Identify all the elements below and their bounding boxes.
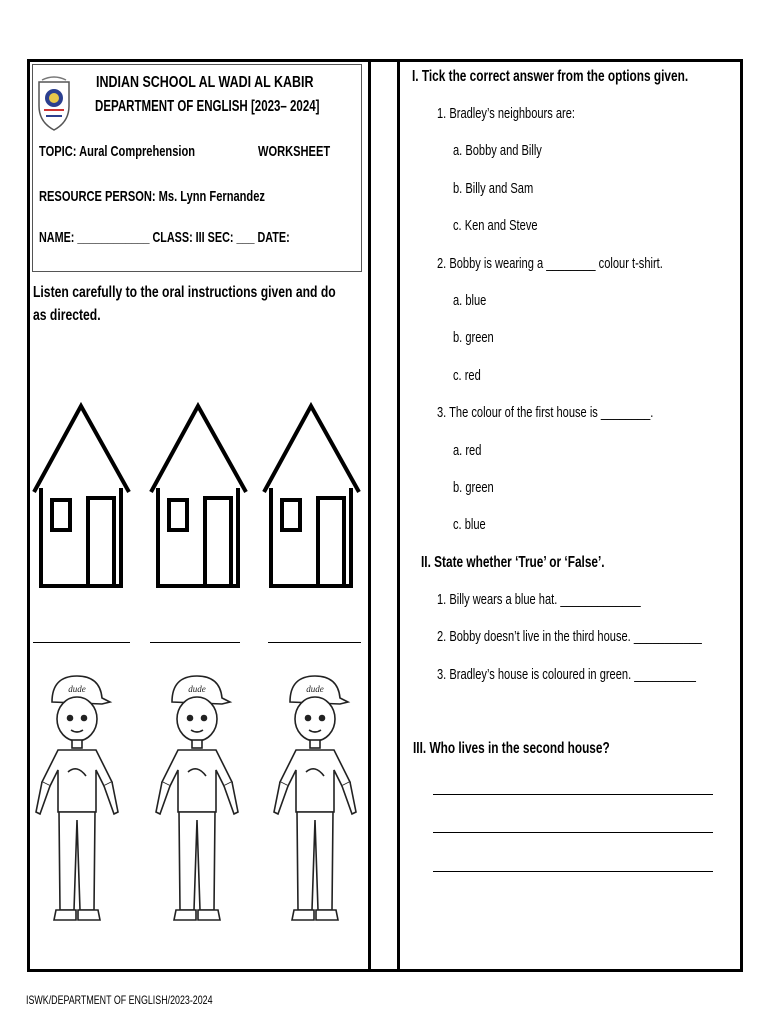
answer-line-1[interactable] xyxy=(433,794,713,795)
q3-option-c[interactable]: c. blue xyxy=(453,516,486,533)
q3-option-a[interactable]: a. red xyxy=(453,442,482,459)
column-divider xyxy=(368,59,400,972)
section-3-title: III. Who lives in the second house? xyxy=(413,740,610,757)
q1-option-a[interactable]: a. Bobby and Billy xyxy=(453,142,542,159)
name-class-date-line: NAME: ____________ CLASS: III SEC: ___ DATE: xyxy=(39,229,290,246)
q1-option-b[interactable]: b. Billy and Sam xyxy=(453,180,534,197)
q2-option-a[interactable]: a. blue xyxy=(453,292,487,309)
question-2: 2. Bobby is wearing a ________ colour t-shirt. xyxy=(437,255,663,272)
section-2-title: II. State whether ‘True’ or ‘False’. xyxy=(421,554,605,571)
answer-line-2[interactable] xyxy=(433,832,713,833)
house-2-name-blank[interactable] xyxy=(150,642,240,643)
answer-line-3[interactable] xyxy=(433,871,713,872)
department-title: DEPARTMENT OF ENGLISH [2023– 2024] xyxy=(95,98,320,115)
worksheet-label: WORKSHEET xyxy=(258,143,331,160)
resource-person: RESOURCE PERSON: Ms. Lynn Fernandez xyxy=(39,188,265,205)
section-1-title: I. Tick the correct answer from the options given. xyxy=(412,68,689,85)
house-3-name-blank[interactable] xyxy=(268,642,361,643)
houses-illustration xyxy=(30,400,365,590)
listening-instruction: Listen carefully to the oral instructions given and do as directed. xyxy=(33,284,336,324)
boy-icon xyxy=(36,676,118,920)
q3-option-b[interactable]: b. green xyxy=(453,479,494,496)
house-1-name-blank[interactable] xyxy=(33,642,130,643)
topic-label: TOPIC: Aural Comprehension xyxy=(39,143,196,160)
boy-icon xyxy=(274,676,356,920)
boys-illustration xyxy=(30,672,365,932)
true-false-item-3[interactable]: 3. Bradley’s house is coloured in green. __________ xyxy=(437,666,696,683)
house-icon xyxy=(151,406,246,586)
question-3: 3. The colour of the first house is ________. xyxy=(437,404,654,421)
school-crest-icon xyxy=(36,76,72,132)
q1-option-c[interactable]: c. Ken and Steve xyxy=(453,217,538,234)
page-footer: ISWK/DEPARTMENT OF ENGLISH/2023-2024 xyxy=(26,993,213,1007)
q2-option-b[interactable]: b. green xyxy=(453,329,494,346)
school-name: INDIAN SCHOOL AL WADI AL KABIR xyxy=(96,74,314,91)
boy-icon xyxy=(156,676,238,920)
house-icon xyxy=(264,406,359,586)
question-1: 1. Bradley’s neighbours are: xyxy=(437,105,576,122)
true-false-item-1[interactable]: 1. Billy wears a blue hat. _____________ xyxy=(437,591,641,608)
q2-option-c[interactable]: c. red xyxy=(453,367,481,384)
house-icon xyxy=(34,406,129,586)
true-false-item-2[interactable]: 2. Bobby doesn’t live in the third house. ___________ xyxy=(437,628,702,645)
